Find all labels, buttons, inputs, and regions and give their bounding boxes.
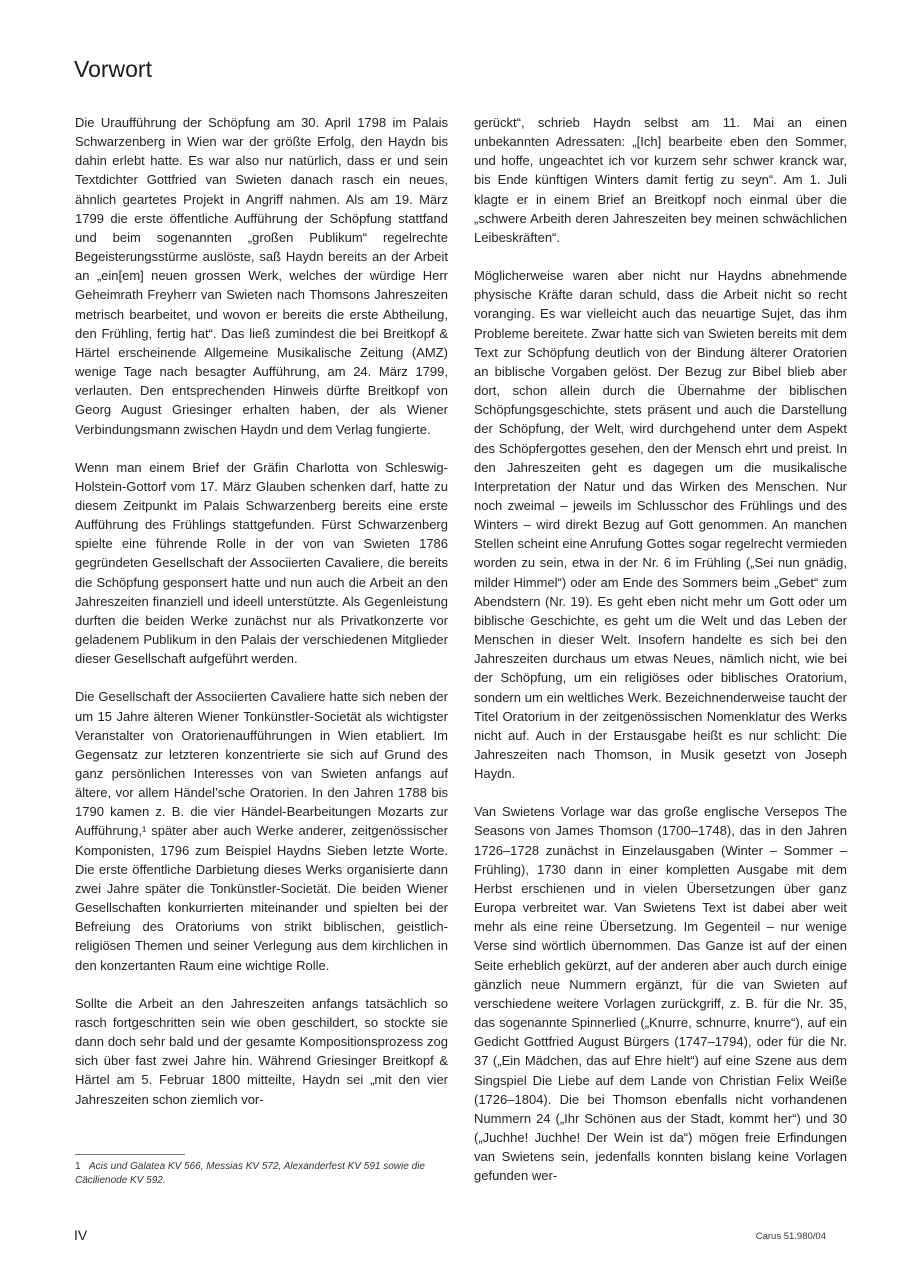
footnote-text: Acis und Galatea KV 566, Messias KV 572, Alexanderfest KV 591 sowie die Cäcilienode KV 592. <box>75 1161 425 1186</box>
paragraph: Möglicherweise waren aber nicht nur Haydns abnehmende physische Kräfte daran schuld, dass die Arbeit nicht so recht voranging. Es war vielleicht auch das neuartige Sujet, das ihm Probleme bereitete. Zwar hatte sich van Swieten bereits mit dem Text zur Schöpfung deutlich von der Bindung älterer Oratorien an biblische Vorgaben gelöst. Der Bezug zur Bibel blieb aber dort, schon allein durch die Übernahme der biblischen Schöpfungsgeschichte, stets präsent und auch die Darstellung der Schöpfung, der Welt, wird durchgehend unter dem Aspekt des Schöpfergottes gesehen, den der Mensch ehrt und preist. In den Jahreszeiten geht es dagegen um die musikalische Interpretation der Natur und das Wirken des Menschen. Nur noch zweimal – jeweils im Schlusschor des Frühlings und des Winters – wird direkt Bezug auf Gott genommen. An manchen Stellen scheint eine Anrufung Gottes sogar regelrecht vermieden worden zu sein, etwa in der Nr. 6 im Frühling („Sei nun gnädig, milder Himmel“) oder am Ende des Sommers beim „Gebet“ zum Abendstern (Nr. 19). Es geht eben nicht mehr um Gott oder um biblische Geschichte, es geht um die Welt und das Leben der Menschen in dieser Welt. Insofern handelte es sich bei den Jahreszeiten durchaus um etwas Neues, nämlich nicht, wie bei der Schöpfung, um ein religiöses oder biblisches Oratorium, sondern um ein weltliches Werk. Bezeichnenderweise taucht der Titel Oratorium in der zeitgenössischen Nomenklatur des Werks nicht auf. Auch in der Erstausgabe heißt es nur schlicht: Die Jahreszeiten nach Thomson, in Musik gesetzt von Joseph Haydn. <box>474 268 847 782</box>
footnote <box>75 1160 448 1187</box>
paragraph: Wenn man einem Brief der Gräfin Charlotta von Schleswig-Holstein-Gottorf vom 17. März Glauben schenken darf, hatte zu diesem Zeitpunkt im Palais Schwarzenberg bereits eine erste Aufführung des Frühlings stattgefunden. Fürst Schwarzenberg spielte eine führende Rolle in der von van Swieten 1786 gegründeten Gesellschaft der Associierten Cavaliere, die bereits die Schöpfung gesponsert hatte und nun auch die Arbeit an den Jahreszeiten finanziell und ideell unterstützte. Als Gegenleistung durften die beiden Werke zunächst nur als Privatkonzerte vor geladenem Publikum in den Palais der verschiedenen Mitglieder dieser Gesellschaft aufgeführt werden. <box>75 459 448 667</box>
catalog-number: Carus 51.980/04 <box>755 1231 826 1242</box>
page-number: IV <box>74 1227 88 1243</box>
paragraph: Van Swietens Vorlage war das große englische Versepos The Seasons von James Thomson (1700–1748), das in den Jahren 1726–1728 zunächst in Einzelausgaben (Winter – Sommer – Frühling), 1730 dann in einer kompletten Ausgabe mit dem Herbst erschienen und in vielen Übersetzungen über ganz Europa verbreitet war. Van Swietens Text ist dabei aber weit mehr als eine reine Übersetzung. Im Gegenteil – nur wenige Verse sind wörtlich übernommen. Das Ganze ist auf der einen Seite erheblich gekürzt, auf der anderen aber auch durch einige gänzlich neue Nummern ergänzt, für die van Swieten auf verschiedene weitere Vorlagen zurückgriff, z. B. für die Nr. 35, das sogenannte Spinnerlied („Knurre, schnurre, knurre“), auf ein Gedicht Gottfried August Bürgers (1747–1794), oder für die Nr. 37 („Ein Mädchen, das auf Ehre hielt“) auf eine Szene aus dem Singspiel Die Liebe auf dem Lande von Christian Felix Weiße (1726–1804). Die bei Thomson ebenfalls nicht vorhandenen Nummern 24 („Ihr Schönen aus der Stadt, kommt her“) und 30 („Juchhe! Juchhe! Der Wein ist da“) mögen freie Erfindungen van Swietens sein, jedenfalls konnten bislang keine Vorlagen gefunden wer- <box>474 804 847 1184</box>
right-column <box>474 113 847 1185</box>
paragraph: Die Uraufführung der Schöpfung am 30. April 1798 im Palais Schwarzenberg in Wien war der größte Erfolg, den Haydn bis dahin erlebt hatte. Es war also nur natürlich, dass er und sein Textdichter Gottfried van Swieten danach rasch ein neues, ähnlich geartetes Projekt in Angriff nahmen. Als am 19. März 1799 die erste öffentliche Aufführung der Schöpfung stattfand und beim sogenannten „großen Publikum“ regelrechte Begeisterungsstürme auslöste, saß Haydn bereits an der Arbeit an „ein[em] neuen grossen Werk, welches der würdige Herr Geheimrath Freyherr van Swieten nach Thomsons Jahreszeiten metrisch bearbeitet, und wovon er bereits die erste Abtheilung, den Frühling, fertig hat“. Das ließ zumindest die bei Breitkopf & Härtel erscheinende Allgemeine Musikalische Zeitung (AMZ) wenige Tage nach besagter Aufführung, am 24. März 1799, verlauten. Den entsprechenden Hinweis dürfte Breitkopf von Georg August Griesinger erhalten haben, der als Wiener Verbindungsmann zwischen Haydn und dem Verlag fungierte. <box>75 115 448 437</box>
footnote-number: 1 <box>75 1161 81 1172</box>
page-title: Vorwort <box>74 56 152 82</box>
paragraph: gerückt“, schrieb Haydn selbst am 11. Mai an einen unbekannten Adressaten: „[Ich] bearbeite eben den Sommer, und hoffe, ungeachtet ich vor kurzem sehr schwer kranck war, bis Ende künftigen Winters damit fertig zu seyn“. Am 1. Juli klagte er in einem Brief an Breitkopf noch einmal über die „schwere Arbeith deren Jahreszeiten bey meinen schwächlichen Leibeskräften“. <box>474 115 847 245</box>
left-column <box>75 113 448 1109</box>
paragraph: Die Gesellschaft der Associierten Cavaliere hatte sich neben der um 15 Jahre älteren Wiener Tonkünstler-Societät als wichtigster Veranstalter von Oratorienaufführungen in Wien etabliert. Im Gegensatz zur letzteren konzentrierte sie sich auf Grund des ganz persönlichen Interesses von van Swieten anfangs auf ältere, vor allem Händel’sche Oratorien. In den Jahren 1788 bis 1790 kamen z. B. die vier Händel-Bearbeitungen Mozarts zur Aufführung,¹ später aber auch Werke anderer, zeitgenössischer Komponisten, 1796 zum Beispiel Haydns Sieben letzte Worte. Die erste öffentliche Darbietung dieses Werks organisierte dann zwei Jahre später die Tonkünstler-Societät. Die beiden Wiener Gesellschaften konkurrierten miteinander und spielten bei der Befreiung des Oratoriums von strikt biblischen, geistlich-religiösen Themen und seiner Verlegung aus dem kirchlichen in den konzertanten Raum eine wichtige Rolle. <box>75 689 448 973</box>
paragraph: Sollte die Arbeit an den Jahreszeiten anfangs tatsächlich so rasch fortgeschritten sein wie oben geschildert, so stockte sie dann doch sehr bald und der gesamte Kompositionsprozess zog sich über fast zwei Jahre hin. Während Griesinger Breitkopf & Härtel am 5. Februar 1800 mitteilte, Haydn sei „mit den vier Jahreszeiten schon ziemlich vor- <box>75 995 448 1107</box>
footnote-divider <box>75 1154 185 1155</box>
